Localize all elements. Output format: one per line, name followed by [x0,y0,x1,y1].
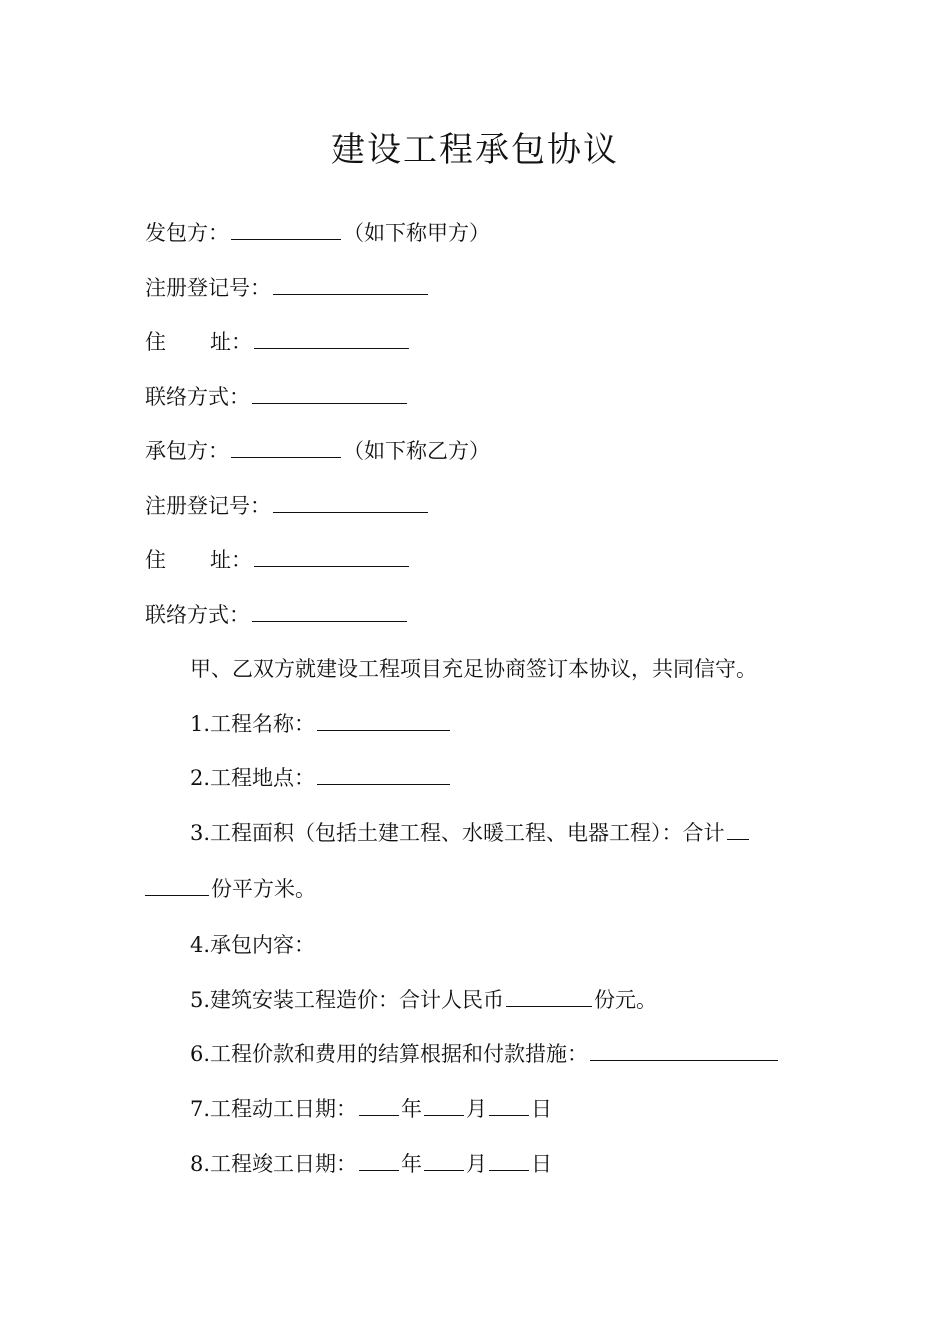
start-day-unit: 日 [531,1097,553,1121]
item-8-label: 8.工程竣工日期： [190,1152,358,1176]
party-b-addr-blank[interactable] [254,546,409,567]
end-day-unit: 日 [531,1152,553,1176]
party-b-label: 承包方： [145,439,229,463]
party-b-line [145,436,490,466]
party-b-addr-line [145,545,411,575]
item-8-line [190,1149,552,1179]
end-day-blank[interactable] [489,1150,529,1171]
start-year-unit: 年 [401,1097,423,1121]
end-month-unit: 月 [466,1152,488,1176]
intro-paragraph: 甲、乙双方就建设工程项目充足协商签订本协议，共同信守。 [190,657,757,681]
party-a-line [145,218,490,248]
party-a-blank[interactable] [231,219,341,240]
party-b-reg-label: 注册登记号： [145,494,271,518]
end-month-blank[interactable] [424,1150,464,1171]
party-b-blank[interactable] [231,437,341,458]
item-2-line [190,763,452,793]
contract-price-blank[interactable] [506,986,592,1007]
item-3-line [190,818,751,848]
payment-method-blank[interactable] [590,1040,778,1061]
item-7-label: 7.工程动工日期： [190,1097,358,1121]
party-a-contact-label: 联络方式： [145,385,250,409]
party-b-contact-line [145,600,409,630]
item-3-continuation-line [145,874,316,904]
start-month-unit: 月 [466,1097,488,1121]
party-b-addr-label-2: 址： [210,548,252,572]
party-a-reg-blank[interactable] [273,274,428,295]
item-3-label: 3.工程面积（包括土建工程、水暖工程、电器工程）：合计 [190,821,725,845]
party-b-reg-line [145,491,430,521]
party-b-addr-label-1: 住 [145,548,166,572]
project-name-blank[interactable] [317,710,450,731]
item-1-label: 1.工程名称： [190,712,316,736]
party-a-contact-blank[interactable] [252,383,407,404]
party-b-contact-blank[interactable] [252,601,407,622]
party-b-contact-label: 联络方式： [145,603,250,627]
item-1-line [190,709,452,739]
item-5-suffix: 份元。 [594,988,658,1012]
start-month-blank[interactable] [424,1095,464,1116]
item-3-suffix: 份平方米。 [211,877,316,901]
item-4-label: 4.承包内容： [190,933,316,957]
party-a-reg-label: 注册登记号： [145,276,271,300]
party-a-addr-label-1: 住 [145,330,166,354]
document-title: 建设工程承包协议 [331,130,619,170]
item-6-label: 6.工程价款和费用的结算根据和付款措施： [190,1042,589,1066]
project-location-blank[interactable] [317,764,450,785]
party-a-suffix: （如下称甲方） [343,221,490,245]
party-b-suffix: （如下称乙方） [343,439,490,463]
item-4-line [190,930,315,960]
start-year-blank[interactable] [359,1095,399,1116]
party-a-reg-line [145,273,430,303]
party-b-reg-blank[interactable] [273,492,428,513]
item-2-label: 2.工程地点： [190,766,316,790]
item-5-line [190,985,657,1015]
end-year-blank[interactable] [359,1150,399,1171]
area-blank-part-1[interactable] [727,819,749,840]
item-7-line [190,1094,552,1124]
party-a-addr-label-2: 址： [210,330,252,354]
party-a-addr-line [145,327,411,357]
area-blank-part-2[interactable] [145,875,209,896]
party-a-contact-line [145,382,409,412]
item-6-line [190,1039,780,1069]
item-5-label: 5.建筑安装工程造价：合计人民币 [190,988,505,1012]
start-day-blank[interactable] [489,1095,529,1116]
party-a-addr-blank[interactable] [254,328,409,349]
end-year-unit: 年 [401,1152,423,1176]
party-a-label: 发包方： [145,221,229,245]
